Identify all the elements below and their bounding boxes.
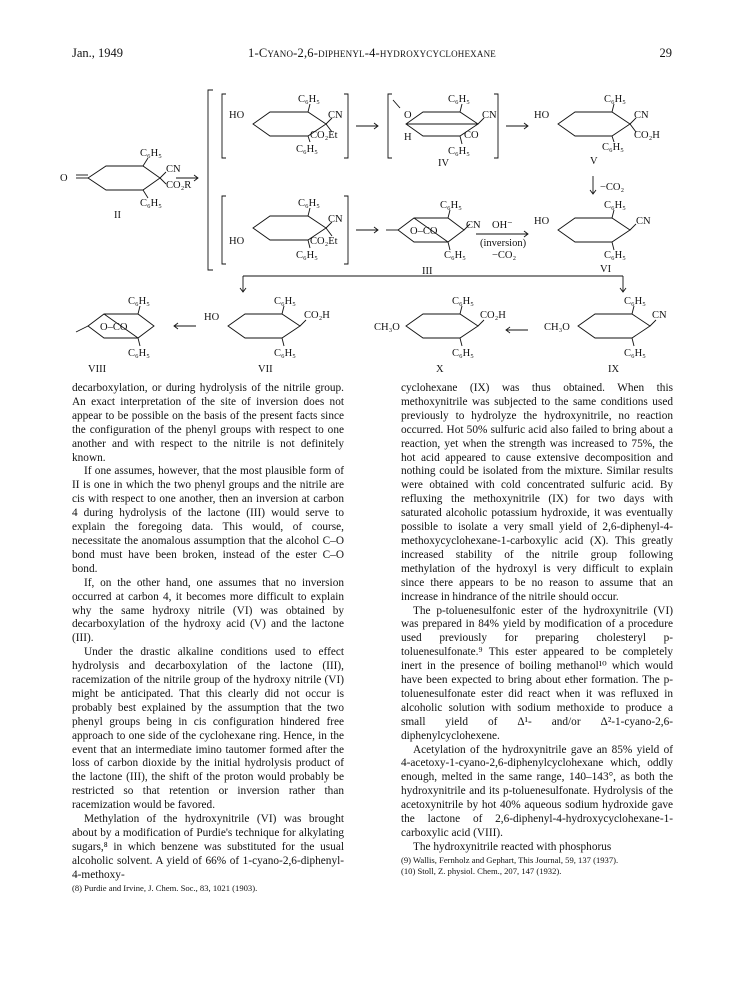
vi-cn: CN xyxy=(636,216,651,227)
page-header xyxy=(72,46,672,62)
ester-up-co2et: CO₂Et xyxy=(310,130,338,141)
label-x: X xyxy=(436,364,444,375)
ester-low-ho: HO xyxy=(229,236,245,247)
reagent-inversion: (inversion) xyxy=(480,238,527,249)
ester-up-cn: CN xyxy=(328,110,343,121)
ester-low-phenyl-2: C₆H₅ xyxy=(296,250,318,261)
ester-low-cn: CN xyxy=(328,214,343,225)
x-phenyl-2: C₆H₅ xyxy=(452,348,474,359)
right-column xyxy=(401,382,673,877)
v-co2h: CO₂H xyxy=(634,130,660,141)
paragraph: The p-toluenesulfonic ester of the hydroxynitrile (VI) was prepared in 84% yield by modification of a procedure used previously for preparing cholesteryl p-toluenesulfonate.⁹ This ester appeared to be completely inert in the presence of boiling methanol¹⁰ which would have been expected to bring about ether formation. The p-toluenesulfonate ester did react when it was refluxed in alcoholic solution with sodium methoxide to produce a small yield of Δ¹- and/or Δ²-1-cyano-2,6-diphenylcyclohexene. xyxy=(401,604,673,742)
label-ii: II xyxy=(114,210,121,221)
ester-up-phenyl-2: C₆H₅ xyxy=(296,144,318,155)
ii-keto-o: O xyxy=(60,173,68,184)
vi-ho: HO xyxy=(534,216,550,227)
vii-phenyl-2: C₆H₅ xyxy=(274,348,296,359)
label-v: V xyxy=(590,156,598,167)
x-ch3o: CH₃O xyxy=(374,322,400,333)
ester-low-co2et: CO₂Et xyxy=(310,236,338,247)
paragraph: Under the drastic alkaline conditions used to effect hydrolysis and decarboxylation of the lactone (III), racemization of the nitrile group of the hydroxy nitrile (VI) might be anticipated. That this clearly did not occur is probably best explained by the assumption that the two phenyl groups being in cis configuration hindered free approach to one side of the cyclohexane ring. Hence, in the event that an intermediate imino tautomer formed after the loss of carbon dioxide by the initial hydrolysis product of the lactone (III), the shift of the proton would probably be restricted so that retention or inversion rather than racemization would be favored. xyxy=(72,646,344,812)
vii-phenyl: C₆H₅ xyxy=(274,296,296,307)
vii-ho: HO xyxy=(204,312,220,323)
iii-oco: O–CO xyxy=(410,226,438,237)
iv-h: H xyxy=(404,132,412,143)
viii-phenyl: C₆H₅ xyxy=(128,296,150,307)
iv-o: O xyxy=(404,110,412,121)
ix-phenyl-2: C₆H₅ xyxy=(624,348,646,359)
ii-phenyl-top: C₆H₅ xyxy=(140,148,162,159)
label-vi: VI xyxy=(600,264,612,275)
iv-co: CO xyxy=(464,130,479,141)
paragraph: If, on the other hand, one assumes that no inversion occurred at carbon 4, it becomes more difficult to explain why the same hydroxy nitrile (VI) was obtained by decarboxylation of the hydroxy acid (V) and the lactone (III). xyxy=(72,576,344,645)
ix-ch3o: CH₃O xyxy=(544,322,570,333)
viii-oco: O–CO xyxy=(100,322,128,333)
footnote: (9) Wallis, Fernholz and Gephart, This Journal, 59, 137 (1937). xyxy=(401,854,619,865)
ester-up-phenyl: C₆H₅ xyxy=(298,94,320,105)
ester-low-phenyl: C₆H₅ xyxy=(298,198,320,209)
iv-phenyl: C₆H₅ xyxy=(448,94,470,105)
x-co2h: CO₂H xyxy=(480,310,506,321)
paragraph: Methylation of the hydroxynitrile (VI) was brought about by a modification of Purdie's technique for alkylating sugars,⁸ in which benzene was substituted for the usual alcoholic solvent. A yield of 66% of 1-cyano-2,6-diphenyl-4-methoxy- xyxy=(72,813,344,881)
ester-up-ho: HO xyxy=(229,110,245,121)
paragraph: cyclohexane (IX) was thus obtained. When this methoxynitrile was subjected to the same conditions used previously to hydrolyze the hydroxynitrile, no reaction occurred. Hot 50% sulfuric acid also failed to bring about a reaction, yet when the strength was increased to 75%, the hot acid appeared to cause extensive decomposition and nothing could be isolated from the mixture. Similar results were obtained with cold concentrated sulfuric acid. By refluxing the methoxynitrile (IX) for two days with saturated alcoholic potassium hydroxide, it was eventually possible to isolate a very small yield of 2,6-diphenyl-4-methoxycyclohexane-1-carboxylic acid (X). This greatly increased stability of the nitrile group following methylation of the hydroxyl is very difficult to explain since there appears to be no reason to assume that an increase in hindrance of the nitrile should occur. xyxy=(401,382,673,603)
left-column xyxy=(72,382,344,894)
footnote: (8) Purdie and Irvine, J. Chem. Soc., 83, 1021 (1903). xyxy=(72,882,258,893)
paragraph: decarboxylation, or during hydrolysis of the nitrile group. An exact interpretation of the site of inversion does not appear to be possible on the basis of the present facts since the configuration of the phenyl groups with respect to one another and with respect to the nitrile is not definitely known. xyxy=(72,382,344,464)
reaction-scheme xyxy=(48,80,688,380)
label-viii: VIII xyxy=(88,364,107,375)
iv-phenyl-2: C₆H₅ xyxy=(448,146,470,157)
iii-cn: CN xyxy=(466,220,481,231)
ii-cn: CN xyxy=(166,164,181,175)
iii-phenyl: C₆H₅ xyxy=(440,200,462,211)
paragraph: If one assumes, however, that the most plausible form of II is one in which the two phenyl groups and the nitrile are cis with respect to one another, then an inversion at carbon 4 during hydrolysis of the lactone (III) would serve to explain the foregoing data. This would, of course, necessitate the anomalous assumption that the alcohol C–O bond must have been broken, instead of the ester C–O bond. xyxy=(72,465,344,575)
vi-phenyl-2: C₆H₅ xyxy=(604,250,626,261)
x-phenyl: C₆H₅ xyxy=(452,296,474,307)
viii-phenyl-2: C₆H₅ xyxy=(128,348,150,359)
vii-co2h: CO₂H xyxy=(304,310,330,321)
label-vii: VII xyxy=(258,364,273,375)
journal-date: Jan., 1949 xyxy=(72,46,124,60)
footnote: (10) Stoll, Z. physiol. Chem., 207, 147 (1932). xyxy=(401,865,562,876)
ix-phenyl: C₆H₅ xyxy=(624,296,646,307)
label-iv: IV xyxy=(438,158,450,169)
decarboxylation-label: −CO₂ xyxy=(600,182,625,193)
ii-co2r: CO₂R xyxy=(166,180,192,191)
page-number: 29 xyxy=(659,46,672,60)
paragraph: Acetylation of the hydroxynitrile gave an 85% yield of 4-acetoxy-1-cyano-2,6-diphenylcyclohexane which, oddly enough, melted in the same range, 140–143°, as both the hydroxynitrile and its p-toluenesulfonate. Hydrolysis of the acetoxynitrile by hot 40% aqueous sodium hydroxide gave the lactone of 2,6-diphenyl-4-hydroxycyclohexane-1-carboxylic acid (VIII). xyxy=(401,743,673,839)
label-iii: III xyxy=(422,266,433,277)
iii-phenyl-2: C₆H₅ xyxy=(444,250,466,261)
v-phenyl: C₆H₅ xyxy=(604,94,626,105)
ii-phenyl-bottom: C₆H₅ xyxy=(140,198,162,209)
iv-cn: CN xyxy=(482,110,497,121)
reagent-co2: −CO₂ xyxy=(492,250,517,261)
label-ix: IX xyxy=(608,364,620,375)
reagent-oh: OH⁻ xyxy=(492,220,513,231)
paragraph: The hydroxynitrile reacted with phosphorus xyxy=(413,840,612,853)
ix-cn: CN xyxy=(652,310,667,321)
v-cn: CN xyxy=(634,110,649,121)
v-ho: HO xyxy=(534,110,550,121)
vi-phenyl: C₆H₅ xyxy=(604,200,626,211)
running-title: 1-Cyano-2,6-diphenyl-4-hydroxycyclohexane xyxy=(248,46,496,60)
v-phenyl-2: C₆H₅ xyxy=(602,142,624,153)
